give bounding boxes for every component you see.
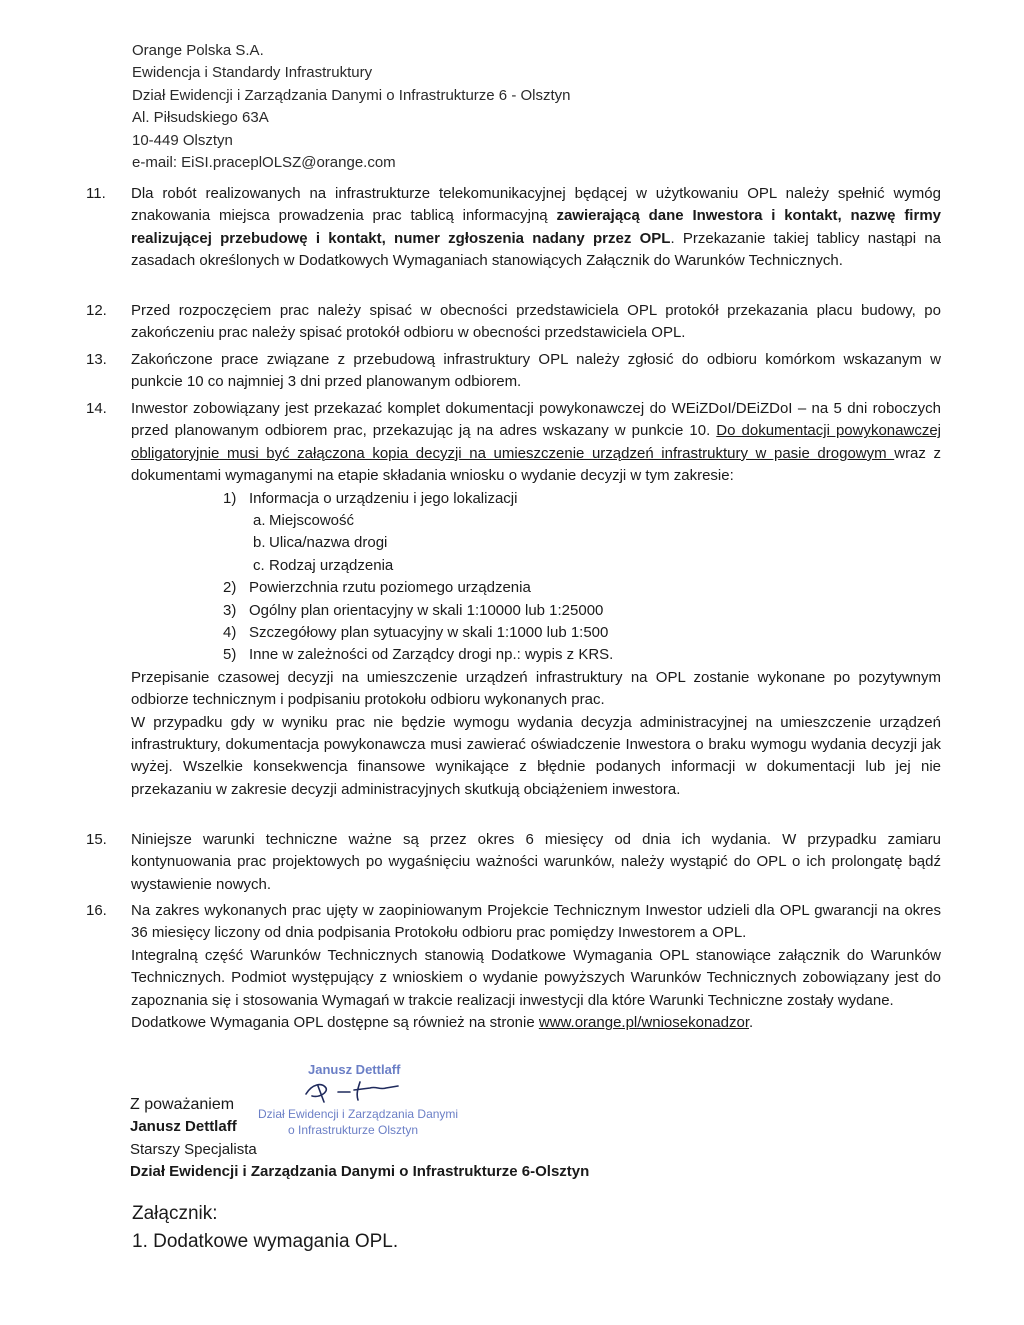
item-text: . Przekazanie takiej tablicy nastąpi na zasadach określonych w Dodatkowych Wymaganiach stanowiących Załącznik do Warunków Technicznych. xyxy=(131,229,941,270)
item-text: Zakończone prace związane z przebudową infrastruktury OPL należy zgłosić do odbioru komórkom wskazanym w punkcie 10 co najmniej 3 dni przed planowanym odbiorem. xyxy=(131,351,941,391)
list-item-16 xyxy=(86,900,946,1034)
item-text: Niniejsze warunki techniczne ważne są przez okres 6 miesięcy od dnia ich wydania. W przypadku zamiaru kontynuowania prac projektowych po wygaśnięciu ważności warunków, należy wystąpić do OPL o ich prolongatę bądź wystawienie nowych. xyxy=(131,831,941,893)
list-entry: Ulica/nazwa drogi xyxy=(269,534,388,552)
signature-block xyxy=(130,1094,730,1184)
list-item-15 xyxy=(86,829,946,896)
item-underlined-text: Do dokumentacji powykonawczej obligatoryjnie musi być załączona kopia decyzji na umieszczenie urządzeń infrastruktury w pasie drogowym xyxy=(131,422,941,462)
requirements-link[interactable]: www.orange.pl/wniosekonadzor xyxy=(538,1014,749,1032)
attachment-label: Załącznik: xyxy=(132,1203,218,1224)
list-entry: Informacja o urządzeniu i jego lokalizacji xyxy=(249,489,518,507)
division-name: Ewidencja i Standardy Infrastruktury xyxy=(132,64,373,82)
list-item-11 xyxy=(86,183,946,273)
item-paragraph: Przepisanie czasowej decyzji na umieszczenie urządzeń infrastruktury na OPL zostanie wykonane po pozytywnym odbiorze technicznym i podpisaniu protokołu odbioru wykonanych prac. xyxy=(131,668,941,709)
postal-address: 10-449 Olsztyn xyxy=(132,131,233,149)
list-entry: Rodzaj urządzenia xyxy=(269,556,394,574)
list-entry: Ogólny plan orientacyjny w skali 1:10000 lub 1:25000 xyxy=(249,601,604,619)
list-marker: a. xyxy=(253,512,266,530)
signer-name: Janusz Dettlaff xyxy=(130,1118,237,1136)
item-text: Przed rozpoczęciem prac należy spisać w obecności przedstawiciela OPL protokół przekazania placu budowy, po zakończeniu prac należy spisać protokół odbioru w obecności przedstawiciela OPL. xyxy=(131,302,941,342)
list-marker: c. xyxy=(253,556,265,574)
item-number: 15. xyxy=(86,831,107,848)
sender-header xyxy=(132,40,571,174)
item-number: 11. xyxy=(86,185,106,202)
item-bold-text: zawierającą dane Inwestora i kontakt, nazwę firmy realizującej przebudowę i kontakt, numer zgłoszenia nadany przez OPL xyxy=(131,207,941,247)
list-entry: Powierzchnia rzutu poziomego urządzenia xyxy=(249,579,531,597)
department-name: Dział Ewidencji i Zarządzania Danymi o Infrastrukturze 6 - Olsztyn xyxy=(132,86,571,104)
attachment-section xyxy=(132,1200,398,1256)
item-text: Dla robót realizowanych na infrastrukturze telekomunikacyjnej będącej w użytkowaniu OPL należy spełnić wymóg znakowania miejsca prowadzenia prac tablicą informacyjną xyxy=(131,185,941,225)
item-paragraph: W przypadku gdy w wyniku prac nie będzie wymogu wydania decyzja administracyjnej na umieszczenie urządzeń infrastruktury, dokumentacja powykonawcza musi zawierać oświadczenie Inwestora o braku wymogu wydania decyzji jak wyżej. Wszelkie konsekwencja finansowe wynikające z błędnie podanych informacji w dokumentacji lub jej nie przekazaniu w zakresie decyzji administracyjnych skutkują obciążeniem inwestora. xyxy=(131,713,941,798)
item-text: . xyxy=(749,1014,754,1032)
company-name: Orange Polska S.A. xyxy=(132,42,264,59)
list-item-12 xyxy=(86,300,946,345)
signer-title: Starszy Specjalista xyxy=(130,1140,257,1158)
item-text: Dodatkowe Wymagania OPL dostępne są również na stronie xyxy=(131,1014,539,1032)
street-address: Al. Piłsudskiego 63A xyxy=(132,109,269,127)
list-marker: 4) xyxy=(223,623,237,641)
signer-department: Dział Ewidencji i Zarządzania Danymi o Infrastrukturze 6-Olsztyn xyxy=(130,1163,590,1181)
required-documents-list xyxy=(131,488,941,667)
list-item-13 xyxy=(86,349,946,394)
list-marker: 1) xyxy=(223,489,237,507)
list-entry: Miejscowość xyxy=(269,512,355,530)
list-marker: b. xyxy=(253,534,266,552)
list-marker: 5) xyxy=(223,646,237,664)
list-marker: 2) xyxy=(223,579,237,597)
list-marker: 3) xyxy=(223,601,237,619)
item-text: Na zakres wykonanych prac ujęty w zaopiniowanym Projekcie Technicznym Inwestor udzieli dla OPL gwarancji na okres 36 miesięcy liczony od dnia podpisania Protokołu odbioru prac pomiędzy Inwestorem a OPL. xyxy=(131,902,941,942)
list-entry: Szczegółowy plan sytuacyjny w skali 1:1000 lub 1:500 xyxy=(249,623,609,641)
list-entry: Inne w zależności od Zarządcy drogi np.: wypis z KRS. xyxy=(249,646,614,664)
attachment-item: 1. Dodatkowe wymagania OPL. xyxy=(132,1231,399,1252)
email-address: e-mail: EiSI.praceplOLSZ@orange.com xyxy=(132,154,396,172)
stamp-name: Janusz Dettlaff xyxy=(308,1062,401,1077)
item-number: 13. xyxy=(86,351,107,368)
list-item-14 xyxy=(86,398,946,801)
stamp-department: Dział Ewidencji i Zarządzania Danymi xyxy=(258,1107,459,1121)
item-paragraph: Integralną część Warunków Technicznych stanowią Dodatkowe Wymagania OPL stanowiące załącznik do Warunków Technicznych. Podmiot występujący z wnioskiem o wydanie powyższych Warunków Technicznych zobowiązany jest do zapoznania się i stosowania Wymagań w trakcie realizacji inwestycji dla które Warunki Techniczne zostały wydane. xyxy=(131,946,941,1009)
closing-phrase: Z poważaniem xyxy=(130,1096,235,1113)
item-text: wraz z dokumentami wymaganymi na etapie składania wniosku o wydanie decyzji w tym zakresie: xyxy=(131,444,941,485)
item-number: 16. xyxy=(86,902,107,919)
item-number: 12. xyxy=(86,302,107,319)
item-text: Inwestor zobowiązany jest przekazać komplet dokumentacji powykonawczej do WEiZDoI/DEiZDoI – na 5 dni roboczych przed planowanym odbiorem prac, przekazując ją na adres wskazany w punkcie 10. xyxy=(131,400,941,440)
stamp-location: o Infrastrukturze Olsztyn xyxy=(288,1123,419,1137)
item-number: 14. xyxy=(86,400,107,417)
